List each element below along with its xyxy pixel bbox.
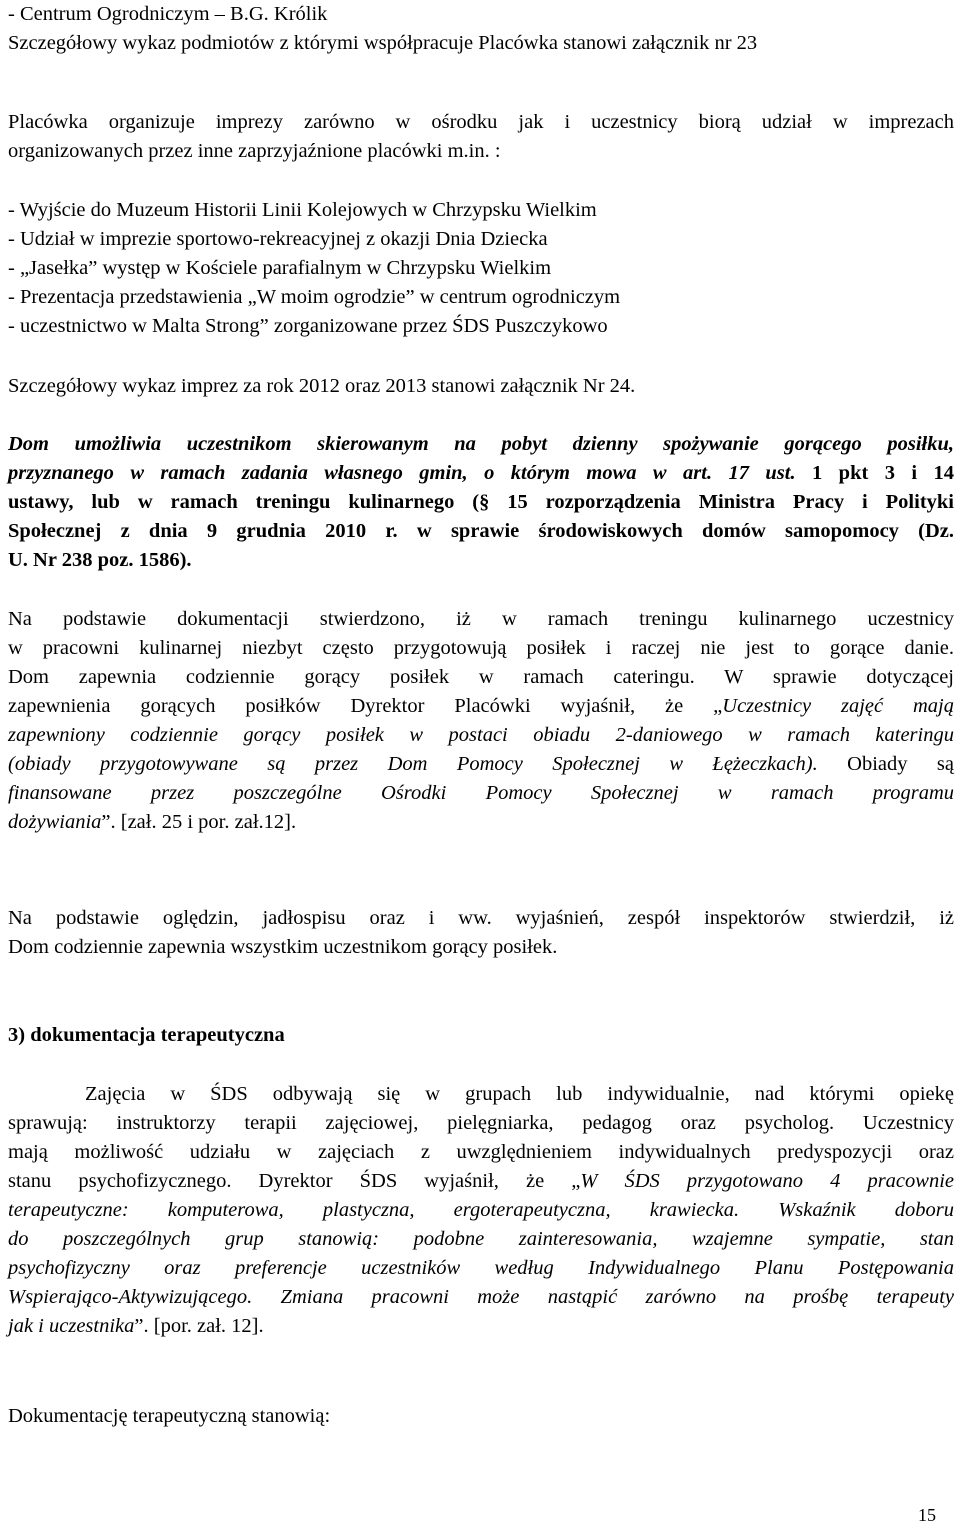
paragraph-line: sprawują: instruktorzy terapii zajęciowej, pielęgniarka, pedagog oraz psycholog. Uczestnicy: [8, 1112, 954, 1134]
section3-paragraph: [8, 1080, 954, 1341]
paragraph-line: Wspierająco-Aktywizującego. Zmiana pracowni może nastąpić zarówno na prośbę terapeuty: [8, 1286, 954, 1308]
paragraph-text: zapewnienia gorących posiłków Dyrektor Placówki wyjaśnił, że „: [8, 695, 723, 717]
section-3-title: 3) dokumentacja terapeutyczna: [8, 1024, 285, 1046]
paragraph-line: Dom umożliwia uczestnikom skierowanym na pobyt dzienny spożywanie gorącego posiłku,: [8, 433, 954, 455]
paragraph-line: [8, 1196, 954, 1225]
paragraph-line: [8, 808, 954, 837]
list-item: - uczestnictwo w Malta Strong” zorganizowane przez ŚDS Puszczykowo: [8, 315, 608, 337]
paragraph-line: Na podstawie dokumentacji stwierdzono, iż w ramach treningu kulinarnego uczestnicy: [8, 608, 954, 630]
section-heading: [8, 1021, 954, 1050]
paragraph-line: Społecznej z dnia 9 grudnia 2010 r. w sprawie środowiskowych domów samopomocy (Dz.: [8, 520, 954, 542]
quote-text: (obiady przygotowywane są przez Dom Pomocy Społecznej w Łężeczkach).: [8, 753, 818, 775]
paragraph-line: Na podstawie oględzin, jadłospisu oraz i ww. wyjaśnień, zespół inspektorów stwierdził, iż: [8, 907, 954, 929]
paragraph-line: Dokumentację terapeutyczną stanowią:: [8, 1405, 331, 1427]
paragraph-line: mają możliwość udziału w zajęciach z uwzględnieniem indywidualnych predyspozycji oraz: [8, 1141, 954, 1163]
paragraph-line: [8, 1167, 954, 1196]
paragraph-text: ”. [zał. 25 i por. zał.12].: [101, 811, 297, 833]
paragraph-line: do poszczególnych grup stanowią: podobne zainteresowania, wzajemne sympatie, stan: [8, 1228, 954, 1250]
closing-paragraph: [8, 1402, 954, 1431]
legal-requirement-paragraph: [8, 430, 954, 575]
partner-centrum-line: - Centrum Ogrodniczym – B.G. Królik: [8, 3, 328, 25]
paragraph-text: [739, 1199, 778, 1221]
findings-inspection-paragraph: [8, 904, 954, 962]
quote-text: Uczestnicy zajęć mają: [722, 695, 954, 717]
legal-text-italic: przyznanego w ramach zadania własnego gmin, o którym mowa w art. 17 ust.: [8, 462, 796, 484]
quote-text: jak i uczestnika: [8, 1315, 135, 1337]
paragraph-text: stanu psychofizycznego. Dyrektor ŚDS wyjaśnił, że „: [8, 1170, 581, 1192]
paragraph-line: Placówka organizuje imprezy zarówno w ośrodku jak i uczestnicy biorą udział w imprezach: [8, 111, 954, 133]
header-section: [8, 0, 954, 58]
paragraph-text: ”. [por. zał. 12].: [134, 1315, 264, 1337]
paragraph-line: U. Nr 238 poz. 1586).: [8, 549, 192, 571]
paragraph-line: ustawy, lub w ramach treningu kulinarnego (§ 15 rozporządzenia Ministra Pracy i Polityki: [8, 491, 954, 513]
attachment-23-line: Szczegółowy wykaz podmiotów z którymi współpracuje Placówka stanowi załącznik nr 23: [8, 32, 758, 54]
paragraph-line: [8, 459, 954, 488]
list-item: - Wyjście do Muzeum Historii Linii Kolejowych w Chrzypsku Wielkim: [8, 199, 597, 221]
events-attachment-paragraph: [8, 372, 954, 401]
paragraph-line: psychofizyczny oraz preferencje uczestników według Indywidualnego Planu Postępowania: [8, 1257, 954, 1279]
events-list: [8, 196, 954, 341]
paragraph-line: finansowane przez poszczególne Ośrodki Pomocy Społecznej w ramach programu: [8, 782, 954, 804]
events-intro-paragraph: [8, 108, 954, 166]
paragraph-line: [8, 750, 954, 779]
list-item: - „Jasełka” występ w Kościele parafialnym w Chrzypsku Wielkim: [8, 257, 552, 279]
paragraph-line: organizowanych przez inne zaprzyjaźnione placówki m.in. :: [8, 140, 501, 162]
paragraph-line: [8, 692, 954, 721]
paragraph-line: zapewniony codziennie gorący posiłek w postaci obiadu 2-daniowego w ramach kateringu: [8, 724, 954, 746]
paragraph-line: Dom zapewnia codziennie gorący posiłek w ramach cateringu. W sprawie dotyczącej: [8, 666, 954, 688]
page-number: 15: [918, 1505, 936, 1525]
quote-text: dożywiania: [8, 811, 102, 833]
paragraph-line: Zajęcia w ŚDS odbywają się w grupach lub indywidualnie, nad którymi opiekę: [85, 1083, 954, 1105]
list-item: - Prezentacja przedstawienia „W moim ogrodzie” w centrum ogrodniczym: [8, 286, 621, 308]
list-item: - Udział w imprezie sportowo-rekreacyjnej z okazji Dnia Dziecka: [8, 228, 548, 250]
paragraph-line: [8, 1312, 954, 1341]
findings-meals-paragraph: [8, 605, 954, 837]
legal-text-upright: 1 pkt 3 i 14: [795, 462, 954, 484]
paragraph-line: Dom codziennie zapewnia wszystkim uczestnikom gorący posiłek.: [8, 936, 558, 958]
paragraph-text: Obiady są: [817, 753, 954, 775]
quote-text: W ŚDS przygotowano 4 pracownie: [580, 1170, 954, 1192]
paragraph-line: w pracowni kulinarnej niezbyt często przygotowują posiłek i raczej nie jest to gorące danie.: [8, 637, 954, 659]
paragraph-line: Szczegółowy wykaz imprez za rok 2012 oraz 2013 stanowi załącznik Nr 24.: [8, 375, 636, 397]
quote-text: terapeutyczne: komputerowa, plastyczna, ergoterapeutyczna, krawiecka.: [8, 1199, 740, 1221]
quote-text: Wskaźnik doboru: [778, 1199, 954, 1221]
